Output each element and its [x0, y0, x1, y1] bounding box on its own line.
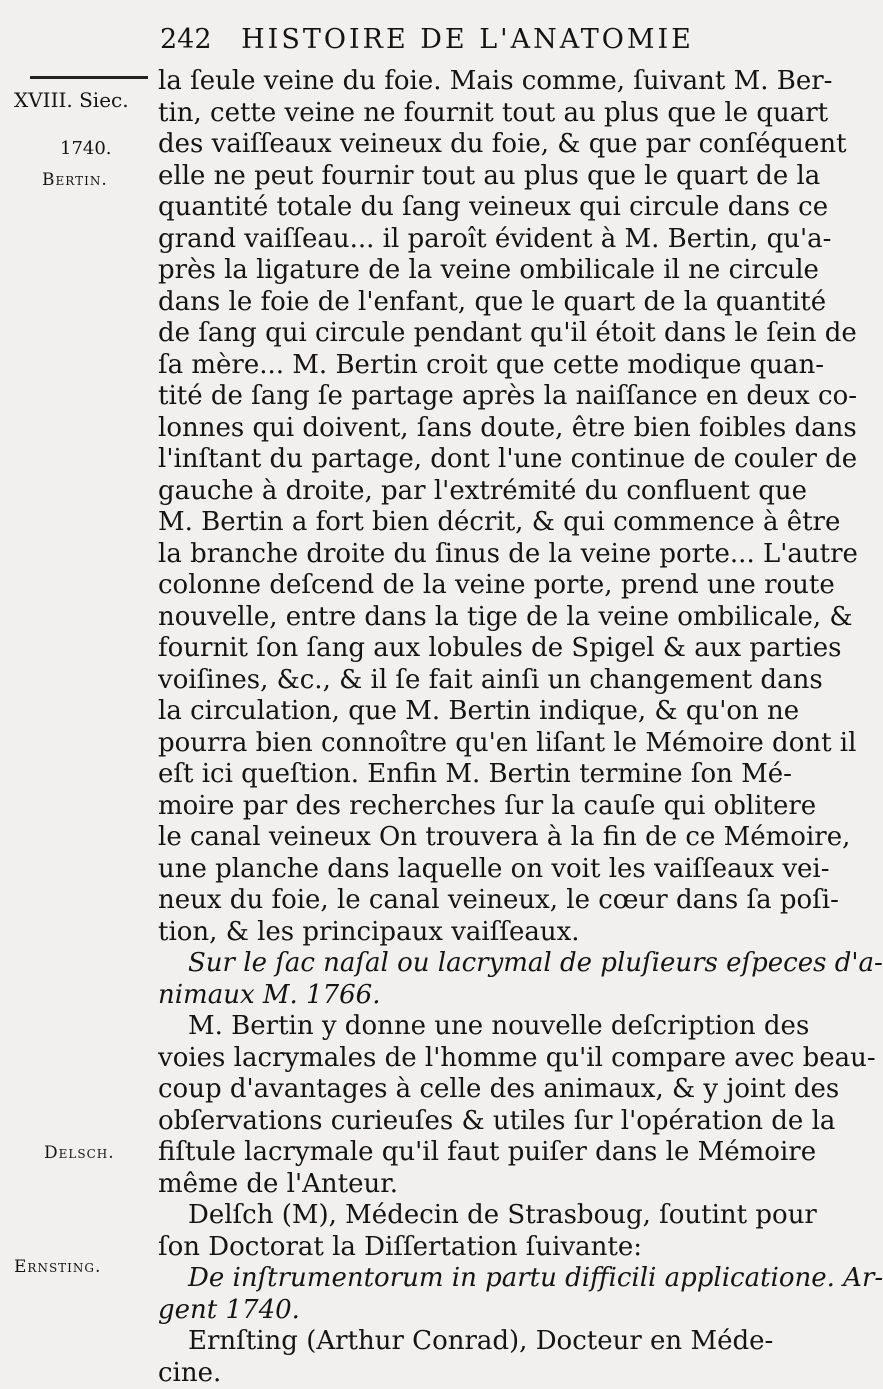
margin-author-bertin: Bertin. [42, 170, 182, 190]
text-line: M. Bertin a fort bien décrit, & qui commence à être [158, 507, 764, 539]
text-line: voies lacrymales de l'homme qu'il compare avec beau- [158, 1043, 764, 1075]
paragraph-4 [158, 1326, 764, 1389]
margin-author-ernsting: Ernsting. [14, 1257, 154, 1277]
text-line: Ernſting (Arthur Conrad), Docteur en Méde- [158, 1326, 764, 1358]
text-line: eſt ici queſtion. Enfin M. Bertin termine ſon Mé- [158, 759, 764, 791]
section-title-line: nimaux M. 1766. [158, 980, 764, 1012]
text-line: dans le foie de l'enfant, que le quart de la quantité [158, 287, 764, 319]
paragraph-1 [158, 66, 764, 948]
text-line: fournit ſon ſang aux lobules de Spigel & aux parties [158, 633, 764, 665]
dissertation-line: De inſtrumentorum in partu difficili applicatione. Ar- [158, 1263, 764, 1295]
text-line: même de l'Anteur. [158, 1169, 764, 1201]
text-line: coup d'avantages à celle des animaux, & y joint des [158, 1074, 764, 1106]
paragraph-3 [158, 1200, 764, 1263]
paragraph-2 [158, 1011, 764, 1200]
running-header [160, 24, 780, 55]
section-title-line: Sur le ſac naſal ou lacrymal de pluſieurs eſpeces d'a- [158, 948, 764, 980]
text-line: fiſtule lacrymale qu'il faut puiſer dans le Mémoire [158, 1137, 764, 1169]
text-line: voiſines, &c., & il ſe fait ainſi un changement dans [158, 665, 764, 697]
text-line: tin, cette veine ne fournit tout au plus que le quart [158, 98, 764, 130]
text-line: nouvelle, entre dans la tige de la veine ombilicale, & [158, 602, 764, 634]
text-line: tion, & les principaux vaiſſeaux. [158, 917, 764, 949]
text-line: moire par des recherches ſur la cauſe qui oblitere [158, 791, 764, 823]
running-title: HISTOIRE DE L'ANATOMIE [241, 24, 694, 55]
text-line: elle ne peut fournir tout au plus que le quart de la [158, 161, 764, 193]
section-title [158, 948, 764, 1011]
text-line: le canal veineux On trouvera à la fin de ce Mémoire, [158, 822, 764, 854]
text-line: colonne deſcend de la veine porte, prend une route [158, 570, 764, 602]
text-line: grand vaiſſeau... il paroît évident à M. Bertin, qu'a- [158, 224, 764, 256]
body-text [158, 66, 764, 1389]
text-line: près la ligature de la veine ombilicale il ne circule [158, 255, 764, 287]
text-line: une planche dans laquelle on voit les vaiſſeaux vei- [158, 854, 764, 886]
text-line: gauche à droite, par l'extrémité du confluent que [158, 476, 764, 508]
dissertation-title [158, 1263, 764, 1326]
text-line: ſa mère... M. Bertin croit que cette modique quan- [158, 350, 764, 382]
text-line: l'inſtant du partage, dont l'une continue de couler de [158, 444, 764, 476]
text-line: pourra bien connoître qu'en liſant le Mémoire dont il [158, 728, 764, 760]
text-line: M. Bertin y donne une nouvelle deſcription des [158, 1011, 764, 1043]
text-line: Delſch (M), Médecin de Strasboug, ſoutint pour [158, 1200, 764, 1232]
margin-author-delsch: Delsch. [44, 1143, 184, 1163]
text-line: tité de ſang ſe partage après la naiſſance en deux co- [158, 381, 764, 413]
margin-century: XVIII. Siec. [14, 88, 154, 112]
page-number: 242 [160, 24, 212, 55]
dissertation-line: gent 1740. [158, 1295, 764, 1327]
text-line: de ſang qui circule pendant qu'il étoit dans le ſein de [158, 318, 764, 350]
text-line: obſervations curieuſes & utiles ſur l'opération de la [158, 1106, 764, 1138]
text-line: cine. [158, 1358, 764, 1389]
text-line: quantité totale du ſang veineux qui circule dans ce [158, 192, 764, 224]
margin-rule [30, 76, 148, 79]
text-line: neux du foie, le canal veineux, le cœur dans ſa poſi- [158, 885, 764, 917]
text-line: des vaiſſeaux veineux du foie, & que par conſéquent [158, 129, 764, 161]
margin-year: 1740. [60, 138, 200, 159]
text-line: ſon Doctorat la Diſſertation ſuivante: [158, 1232, 764, 1264]
text-line: la circulation, que M. Bertin indique, & qu'on ne [158, 696, 764, 728]
text-line: lonnes qui doivent, ſans doute, être bien foibles dans [158, 413, 764, 445]
text-line: la ſeule veine du foie. Mais comme, ſuivant M. Ber- [158, 66, 764, 98]
text-line: la branche droite du ſinus de la veine porte... L'autre [158, 539, 764, 571]
